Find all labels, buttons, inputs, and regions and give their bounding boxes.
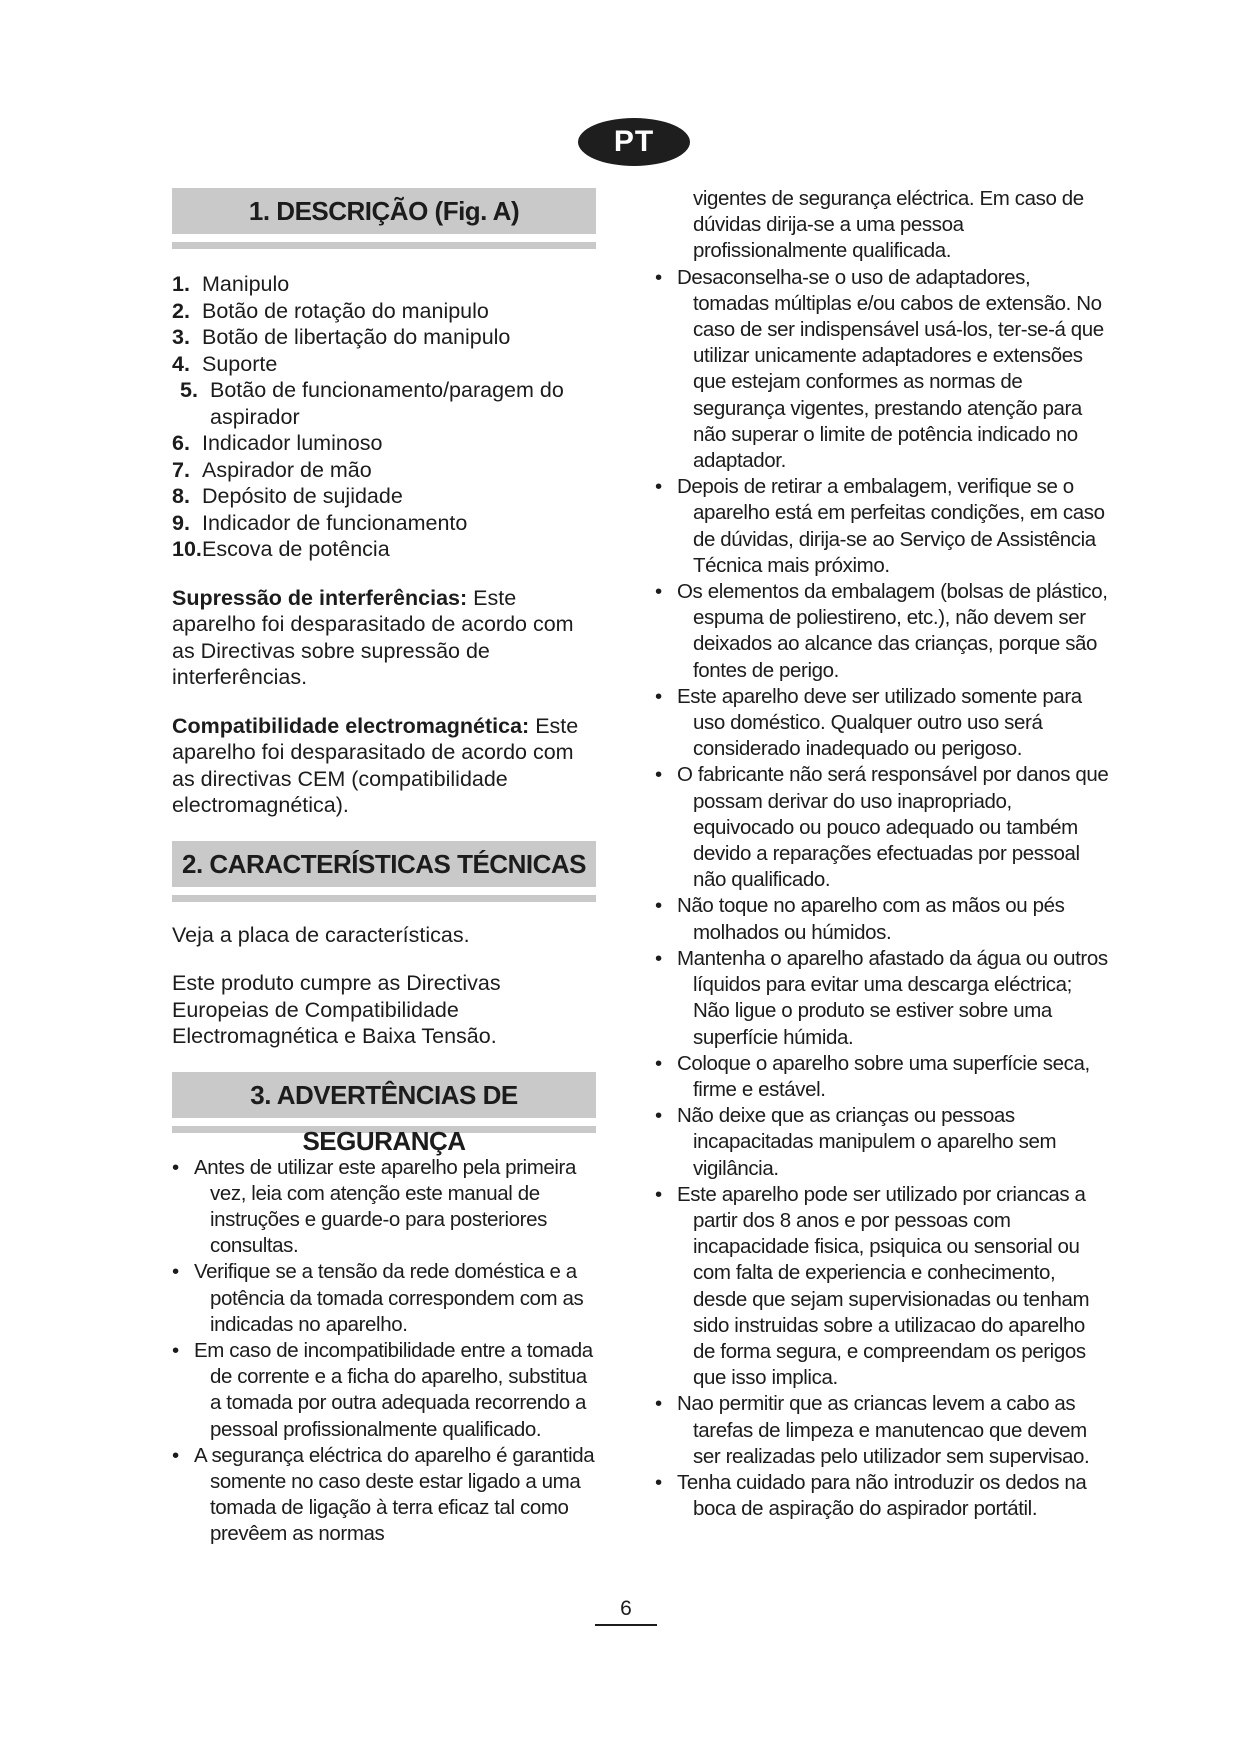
list-item: • Não deixe que as crianças ou pessoas incapacitadas manipulem o aparelho sem vigilância. — [655, 1103, 1110, 1182]
section-2-title: 2. CARACTERÍSTICAS TÉCNICAS — [172, 841, 596, 887]
list-item: • Este aparelho pode ser utilizado por criancas a partir dos 8 anos e por pessoas com incapacidade fisica, psiquica ou sensorial ou com falta de experiencia e conhecimento, desde que sejam supervisionadas ou tenham sido instruidas sobre a utilizacao do aparelho de forma segura, e compreendam os perigos que isso implica. — [655, 1182, 1110, 1392]
list-item: • Antes de utilizar este aparelho pela primeira vez, leia com atenção este manual de instruções e guarde-o para posteriores consultas. — [172, 1155, 596, 1260]
list-item: 2. Botão de rotação do manipulo — [172, 298, 489, 323]
technical-plate-text: Veja a placa de características. — [172, 922, 470, 947]
list-item: 5. Botão de funcionamento/paragem do aspirador — [180, 378, 564, 429]
continuation-text: vigentes de segurança eléctrica. Em caso de dúvidas dirija-se a uma pessoa profissionalmente qualificada. — [693, 187, 1084, 263]
language-badge: PT — [578, 118, 690, 166]
directives-text: Este produto cumpre as Directivas Europeias de Compatibilidade Electromagnética e Baixa Tensão. — [172, 971, 501, 1048]
safety-list-right — [655, 265, 1110, 1523]
list-item: 10.Escova de potência — [172, 537, 390, 561]
section-3-title: 3. ADVERTÊNCIAS DE SEGURANÇA — [172, 1072, 596, 1118]
list-item: • Não toque no aparelho com as mãos ou pés molhados ou húmidos. — [655, 893, 1110, 945]
list-item: • Desaconselha-se o uso de adaptadores, tomadas múltiplas e/ou cabos de extensão. No caso de ser indispensável usá-los, ter-se-á que utilizar unicamente adaptadores e extensões que estejam conformes as normas de segurança vigentes, prestando atenção para não superar o limite de potência indicado no adaptador. — [655, 265, 1110, 475]
interference-text: Este aparelho foi desparasitado de acordo com as Directivas sobre supressão de interferências. — [172, 585, 574, 689]
list-item: • Nao permitir que as criancas levem a cabo as tarefas de limpeza e manutencao que devem ser realizadas pelo utilizador sem supervisao. — [655, 1391, 1110, 1470]
list-item: • Coloque o aparelho sobre uma superfície seca, firme e estável. — [655, 1051, 1110, 1103]
list-item: • Os elementos da embalagem (bolsas de plástico, espuma de poliestireno, etc.), não devem ser deixados ao alcance das crianças, porque são fontes de perigo. — [655, 579, 1110, 684]
list-item: • A segurança eléctrica do aparelho é garantida somente no caso deste estar ligado a uma tomada de ligação à terra eficaz tal como prevêem as normas — [172, 1443, 596, 1548]
list-item: 6. Indicador luminoso — [172, 431, 383, 455]
list-item: 1. Manipulo — [172, 272, 290, 296]
list-item: 4. Suporte — [172, 351, 278, 376]
list-item: • Em caso de incompatibilidade entre a tomada de corrente e a ficha do aparelho, substitua a tomada por outra adequada recorrendo a pessoal profissionalmente qualificado. — [172, 1338, 596, 1443]
emc-text: Este aparelho foi desparasitado de acordo com as directivas CEM (compatibilidade electromagnética). — [172, 713, 579, 817]
list-item: • Tenha cuidado para não introduzir os dedos na boca de aspiração do aspirador portátil. — [655, 1470, 1110, 1522]
list-item: 8. Depósito de sujidade — [172, 484, 403, 508]
list-item: • Depois de retirar a embalagem, verifique se o aparelho está em perfeitas condições, em caso de dúvidas, dirija-se ao Serviço de Assistência Técnica mais próximo. — [655, 474, 1110, 579]
section-2-rule — [172, 895, 596, 902]
list-item: • Verifique se a tensão da rede doméstica e a potência da tomada correspondem com as indicadas no aparelho. — [172, 1259, 596, 1338]
emc-paragraph — [172, 713, 596, 819]
emc-label: Compatibilidade electromagnética: — [172, 713, 530, 738]
interference-label: Supressão de interferências: — [172, 585, 468, 610]
interference-paragraph — [172, 585, 596, 691]
safety-list-left — [172, 1155, 596, 1548]
list-item: 3. Botão de libertação do manipulo — [172, 325, 511, 349]
list-item: • O fabricante não será responsável por danos que possam derivar do uso inapropriado, equivocado ou pouco adequado ou também devido a reparações efectuadas por pessoal não qualificado. — [655, 762, 1110, 893]
list-item: 9. Indicador de funcionamento — [172, 510, 468, 535]
page-number: 6 — [595, 1596, 657, 1626]
list-item: 7. Aspirador de mão — [172, 457, 372, 482]
list-item: • Mantenha o aparelho afastado da água ou outros líquidos para evitar uma descarga eléctrica; Não ligue o produto se estiver sobre uma superfície húmida. — [655, 946, 1110, 1051]
right-column — [655, 188, 1110, 1522]
section-1-rule — [172, 242, 596, 249]
parts-list — [172, 271, 596, 563]
section-1-title: 1. DESCRIÇÃO (Fig. A) — [172, 188, 596, 234]
left-column — [172, 188, 596, 1548]
list-item: • Este aparelho deve ser utilizado somente para uso doméstico. Qualquer outro uso será considerado inadequado ou perigoso. — [655, 684, 1110, 763]
